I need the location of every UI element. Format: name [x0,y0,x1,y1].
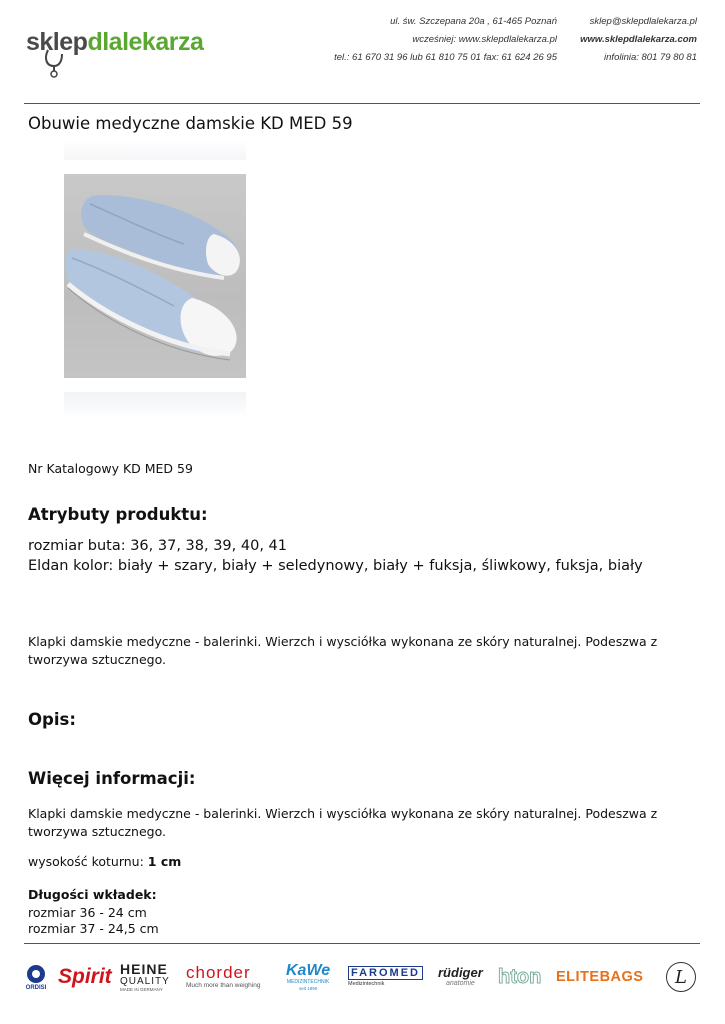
store-address: ul. św. Szczepana 20a , 61-465 Poznań [390,16,557,27]
brand-chorder[interactable]: chorder Much more than weighing [186,963,261,989]
photo-reflection-bottom [64,392,246,418]
more-info-heading: Więcej informacji: [28,769,196,788]
more-info-text: Klapki damskie medyczne - balerinki. Wierzch i wysciółka wykonana ze skóry naturalnej. Podeszwa z tworzywa sztucznego. [28,806,658,839]
catalog-number: Nr Katalogowy KD MED 59 [28,461,193,476]
product-photo [64,174,246,378]
store-email[interactable]: sklep@sklepdlalekarza.pl [589,16,697,27]
brand-spirit[interactable]: Spirit [58,965,112,988]
photo-reflection-top [64,140,246,160]
shoe-illustration [64,174,246,378]
description-heading: Opis: [28,710,76,729]
brand-logos [24,952,704,1002]
header [24,8,699,80]
brand-elitebags[interactable]: ELITEBAGS [556,969,644,985]
hotline-number: infolinia: 801 79 80 81 [604,52,697,63]
attribute-size: rozmiar buta: 36, 37, 38, 39, 40, 41 [28,538,287,554]
brand-heine[interactable]: HEINE QUALITY MADE IN GERMANY [120,960,170,992]
store-logo[interactable]: sklepdlalekarza [26,28,204,56]
store-website[interactable]: www.sklepdlalekarza.com [580,34,697,45]
heel-height-value: 1 cm [147,854,182,869]
header-divider [24,103,700,104]
brand-faromed[interactable]: FAROMED Medizintechnik [348,952,423,1002]
littmann-logo-icon: L [666,962,696,992]
ordisi-logo-icon [25,963,47,985]
phone-numbers: tel.: 61 670 31 96 lub 61 810 75 01 fax: 61 624 26 95 [334,52,557,63]
insole-size-37: rozmiar 37 - 24,5 cm [28,921,159,936]
short-description: Klapki damskie medyczne - balerinki. Wierzch i wysciółka wykonana ze skóry naturalnej. Podeszwa z tworzywa sztucznego. [28,634,658,667]
insoles-heading: Długości wkładek: [28,887,157,902]
attributes-heading: Atrybuty produktu: [28,505,208,524]
brand-hton[interactable]: hton [498,965,542,988]
brand-littmann[interactable] [666,952,696,1002]
product-title: Obuwie medyczne damskie KD MED 59 [28,114,353,133]
stethoscope-icon [42,48,70,78]
brand-kawe[interactable]: KaWe MEDIZINTECHNIK seit 1890 [286,961,331,991]
brand-rudiger[interactable]: rüdiger anatomie [438,965,483,987]
attribute-color: Eldan kolor: biały + szary, biały + seledynowy, biały + fuksja, śliwkowy, fuksja, biały [28,558,643,574]
footer-divider [24,943,700,944]
heel-height [28,854,181,869]
former-website: wcześniej: www.sklepdlalekarza.pl [412,34,557,45]
heel-height-label: wysokość koturnu: [28,854,148,869]
brand-ordisi[interactable]: ORDISI [24,952,48,1002]
insole-size-36: rozmiar 36 - 24 cm [28,905,147,920]
